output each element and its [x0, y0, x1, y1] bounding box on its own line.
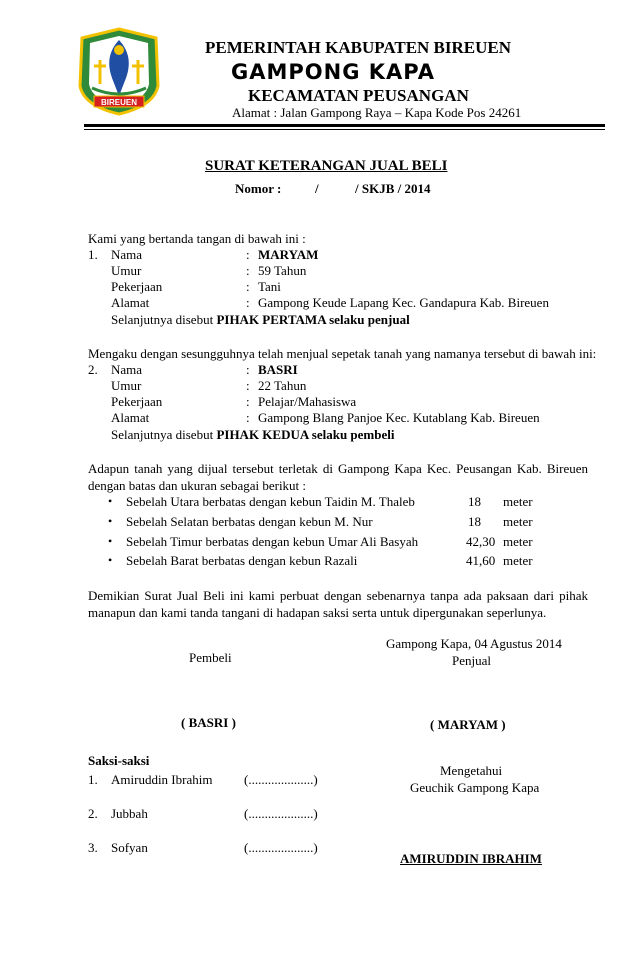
intro-text: Kami yang bertanda tangan di bawah ini :	[88, 231, 306, 246]
witness-index: 3.	[88, 840, 98, 855]
party-two-name-label: Nama	[111, 362, 143, 377]
boundary-south-text: Sebelah Selatan berbatas dengan kebun M. Nur	[126, 514, 373, 529]
party-one-designation	[111, 312, 410, 328]
seller-name: ( MARYAM )	[430, 717, 506, 732]
header-rule-thick	[84, 124, 605, 127]
boundary-west-size: 41,60	[466, 553, 496, 568]
number-label: Nomor :	[235, 181, 282, 196]
document-number	[235, 181, 431, 197]
boundary-east-text: Sebelah Timur berbatas dengan kebun Umar Ali Basyah	[126, 534, 419, 549]
boundary-bullet: •	[108, 534, 113, 548]
party-one-address-value: Gampong Keude Lapang Kec. Gandapura Kab. Bireuen	[258, 295, 549, 310]
party-one-name-sep: :	[246, 247, 250, 262]
witness-heading: Saksi-saksi	[88, 753, 150, 768]
number-slash: /	[315, 181, 319, 196]
witness-name: Sofyan	[111, 840, 148, 855]
party-one-job-sep: :	[246, 279, 250, 294]
land-paragraph: Adapun tanah yang dijual tersebut terletak di Gampong Kapa Kec. Peusangan Kab. Bireuen dengan batas dan ukuran sebagai berikut :	[88, 461, 588, 493]
party-two-age-label: Umur	[111, 378, 142, 393]
witness-index: 1.	[88, 772, 98, 787]
party-two-index: 2.	[88, 362, 98, 377]
seller-role: Penjual	[452, 653, 491, 668]
boundary-north-text: Sebelah Utara berbatas dengan kebun Taidin M. Thaleb	[126, 494, 415, 509]
approval-label: Mengetahui	[440, 763, 503, 778]
boundary-south-unit: meter	[503, 514, 533, 529]
boundary-bullet: •	[108, 494, 113, 508]
party-one-name-label: Nama	[111, 247, 143, 262]
witness-name: Amiruddin Ibrahim	[111, 772, 213, 787]
party-two-designation-role: PIHAK KEDUA selaku pembeli	[216, 427, 395, 442]
place-date: Gampong Kapa, 04 Agustus 2014	[386, 636, 562, 651]
boundary-west-unit: meter	[503, 553, 533, 568]
party-one-address-sep: :	[246, 295, 250, 310]
party-two-job-label: Pekerjaan	[111, 394, 163, 409]
sale-statement: Mengaku dengan sesungguhnya telah menjual sepetak tanah yang namanya tersebut di bawah ini:	[88, 346, 597, 361]
boundary-west-text: Sebelah Barat berbatas dengan kebun Razali	[126, 553, 358, 568]
witness-signature-line: (....................)	[244, 772, 318, 787]
party-one-address-label: Alamat	[111, 295, 150, 310]
party-two-address-value: Gampong Blang Panjoe Kec. Kutablang Kab. Bireuen	[258, 410, 540, 425]
witness-name: Jubbah	[111, 806, 148, 821]
party-two-name-value: BASRI	[258, 362, 298, 377]
boundary-north-unit: meter	[503, 494, 533, 509]
party-one-age-value: 59 Tahun	[258, 263, 307, 278]
closing-paragraph: Demikian Surat Jual Beli ini kami perbuat dengan sebenarnya tanpa ada paksaan dari pihak manapun dan kami tanda tangani di hadapan saksi serta untuk dipergunakan seperlunya.	[88, 588, 588, 620]
emblem-label: BIREUEN	[100, 98, 138, 107]
party-two-address-sep: :	[246, 410, 250, 425]
witness-signature-line: (....................)	[244, 840, 318, 855]
party-two-job-sep: :	[246, 394, 250, 409]
village-name: GAMPONG KAPA	[231, 60, 435, 84]
buyer-name: ( BASRI )	[181, 715, 236, 730]
regency-emblem	[76, 26, 162, 116]
party-one-job-value: Tani	[258, 279, 281, 294]
party-two-age-sep: :	[246, 378, 250, 393]
boundary-bullet: •	[108, 553, 113, 567]
party-two-name-sep: :	[246, 362, 250, 377]
document-title: SURAT KETERANGAN JUAL BELI	[205, 158, 448, 174]
party-two-designation	[111, 427, 394, 443]
government-name: PEMERINTAH KABUPATEN BIREUEN	[205, 38, 512, 57]
district-name: KECAMATAN PEUSANGAN	[248, 86, 469, 105]
party-one-designation-prefix: Selanjutnya disebut	[111, 312, 217, 327]
village-head-name: AMIRUDDIN IBRAHIM	[400, 851, 542, 866]
boundary-north-size: 18	[468, 494, 481, 509]
witness-signature-line: (....................)	[244, 806, 318, 821]
boundary-south-size: 18	[468, 514, 481, 529]
party-one-name-value: MARYAM	[258, 247, 319, 262]
party-two-job-value: Pelajar/Mahasiswa	[258, 394, 357, 409]
party-one-job-label: Pekerjaan	[111, 279, 163, 294]
party-one-age-label: Umur	[111, 263, 142, 278]
letterhead-address: Alamat : Jalan Gampong Raya – Kapa Kode Pos 24261	[232, 105, 522, 120]
boundary-east-size: 42,30	[466, 534, 496, 549]
number-code: / SKJB / 2014	[355, 181, 431, 196]
party-two-age-value: 22 Tahun	[258, 378, 307, 393]
header-rule-thin	[84, 129, 605, 130]
boundary-east-unit: meter	[503, 534, 533, 549]
buyer-role: Pembeli	[189, 650, 232, 665]
party-two-address-label: Alamat	[111, 410, 150, 425]
party-one-index: 1.	[88, 247, 98, 262]
party-two-designation-prefix: Selanjutnya disebut	[111, 427, 217, 442]
witness-index: 2.	[88, 806, 98, 821]
party-one-designation-role: PIHAK PERTAMA selaku penjual	[216, 312, 410, 327]
approval-title: Geuchik Gampong Kapa	[410, 780, 540, 795]
party-one-age-sep: :	[246, 263, 250, 278]
boundary-bullet: •	[108, 514, 113, 528]
